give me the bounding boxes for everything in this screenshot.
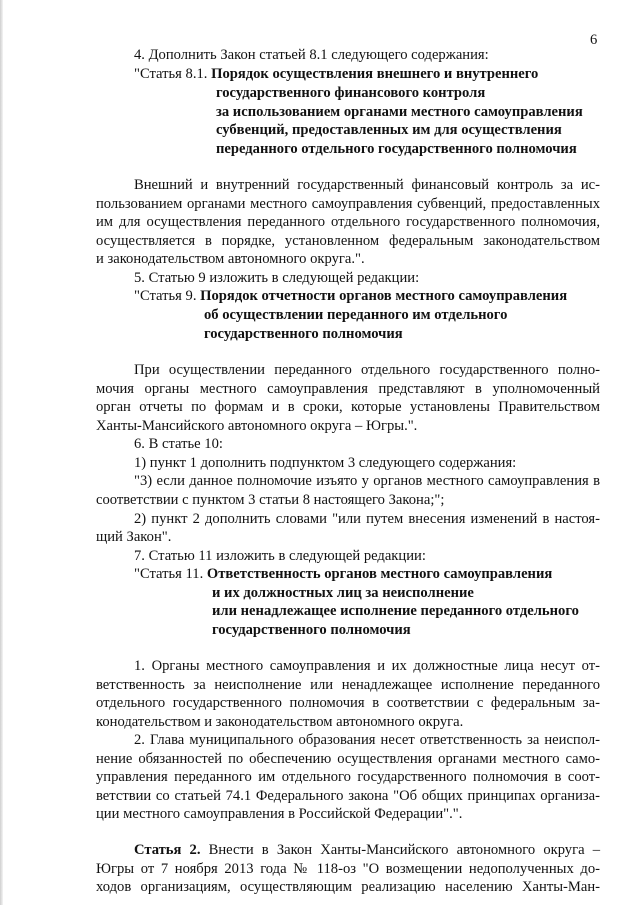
article-prefix: "Статья 8.1. <box>134 66 212 82</box>
article-2-label: Статья 2. <box>134 842 201 858</box>
amendment-item-5: 5. Статью 9 изложить в следующей редакции: <box>134 270 420 286</box>
paragraph-line: отдельного государственного полномочия в соответствии с федеральным за- <box>96 695 600 711</box>
article-heading-line: Ответственность органов местного самоуправления <box>206 566 553 582</box>
article-heading-line: субвенций, предоставленных им для осуществления <box>216 122 562 138</box>
article-2-line: Югры от 7 ноября 2013 года № 118-оз "О возмещении недополученных до- <box>96 861 600 877</box>
article-prefix: "Статья 9. <box>134 288 201 304</box>
paragraph-line: конодательством и законодательством автономного округа. <box>96 714 464 730</box>
paragraph-line: Ханты-Мансийского автономного округа – Югры.". <box>96 418 418 434</box>
article-2-line <box>134 841 600 860</box>
article-heading-line: об осуществлении переданного им отдельного <box>204 307 508 323</box>
paragraph-line: мочия органы местного самоуправления представляют в уполномоченный <box>96 381 600 397</box>
article-heading-line: государственного финансового контроля <box>216 85 486 101</box>
paragraph-line: и законодательством автономного округа.". <box>96 251 365 267</box>
article-2-line: ходов организациям, осуществляющим реализацию населению Ханты-Ман- <box>96 879 600 895</box>
paragraph-line: При осуществлении переданного отдельного государственного полно- <box>134 362 600 378</box>
article-heading-line: Порядок отчетности органов местного самоуправления <box>200 288 568 304</box>
paragraph-line: им для осуществления переданного отдельного государственного полномочия, <box>96 214 600 230</box>
sub-item-2: 2) пункт 2 дополнить словами "или путем внесения изменений в настоя- <box>134 511 600 527</box>
quote-line: соответствии с пунктом 3 статьи 8 настоящего Закона;"; <box>96 492 445 508</box>
page-edge <box>0 0 3 905</box>
quote-line: "3) если данное полномочие изъято у органов местного самоуправления в <box>134 473 600 489</box>
article-heading-line: или ненадлежащее исполнение переданного отдельного <box>212 603 579 619</box>
article-heading-line: Порядок осуществления внешнего и внутреннего <box>211 66 539 82</box>
article-prefix: "Статья 11. <box>134 566 207 582</box>
article-8-1-title <box>134 65 538 84</box>
article-9-title <box>134 287 567 306</box>
article-heading-line: за использованием органами местного самоуправления <box>216 104 583 120</box>
paragraph-line: ции местного самоуправления в Российской Федерации".". <box>96 806 463 822</box>
article-heading-line: переданного отдельного государственного полномочия <box>216 141 577 157</box>
paragraph-line: Внешний и внутренний государственный финансовый контроль за ис- <box>134 177 600 193</box>
paragraph-line: пользованием органами местного самоуправления субвенций, предоставленных <box>96 196 600 212</box>
paragraph-line: 2. Глава муниципального образования несет ответственность за неиспол- <box>134 732 600 748</box>
sub-item-1: 1) пункт 1 дополнить подпунктом 3 следующего содержания: <box>134 455 517 471</box>
paragraph-line: 1. Органы местного самоуправления и их должностные лица несут от- <box>134 658 600 674</box>
sub-item-2-cont: щий Закон". <box>96 529 172 545</box>
paragraph-line: орган отчеты по формам и в сроки, которые установлены Правительством <box>96 399 600 415</box>
article-heading-line: государственного полномочия <box>212 622 411 638</box>
paragraph-line: ветствии со статьей 74.1 Федерального закона "Об общих принципах организа- <box>96 788 600 804</box>
amendment-item-6: 6. В статье 10: <box>134 436 223 452</box>
amendment-item-7: 7. Статью 11 изложить в следующей редакции: <box>134 548 426 564</box>
paragraph-line: ветственность за неисполнение или ненадлежащее исполнение переданного <box>96 677 600 693</box>
article-11-title <box>134 565 552 584</box>
article-2-text: Внести в Закон Ханты-Мансийского автономного округа – <box>200 842 600 858</box>
amendment-item-4: 4. Дополнить Закон статьей 8.1 следующего содержания: <box>134 47 489 63</box>
article-heading-line: и их должностных лиц за неисполнение <box>212 585 474 601</box>
article-heading-line: государственного полномочия <box>204 326 403 342</box>
paragraph-line: нение обязанностей по обеспечению осуществления органами местного само- <box>96 751 600 767</box>
paragraph-line: управления переданного им отдельного государственного полномочия в соот- <box>96 769 600 785</box>
page-number: 6 <box>590 32 598 48</box>
paragraph-line: осуществляется в порядке, установленном федеральным законодательством <box>96 233 600 249</box>
